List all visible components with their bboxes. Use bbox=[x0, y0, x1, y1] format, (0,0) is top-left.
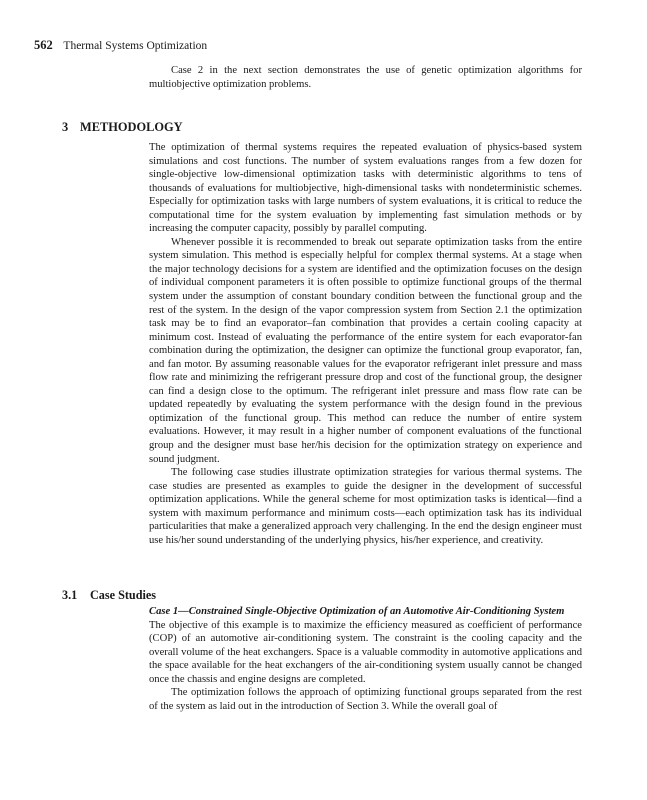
paragraph: The optimization follows the approach of optimizing functional groups separated from the rest of the system as laid out in the introduction of Section 3. While the overall goal of bbox=[149, 687, 582, 712]
subsection-number: 3.1 bbox=[62, 588, 78, 602]
intro-paragraph: Case 2 in the next section demonstrates the use of genetic optimization algorithms for multiobjective optimization problems. bbox=[149, 65, 582, 90]
page-number: 562 bbox=[34, 38, 53, 52]
paragraph: Whenever possible it is recommended to break out separate optimization tasks from the entire system simulation. This method is especially helpful for complex thermal systems. At a stage when the major technology decisions for a system are identified and the optimization focuses on the design of individual component parameters it is often possible to optimize functional groups of the thermal system under the assumption of constant boundary condition between the functional group and the rest of the system. In the design of the vapor compression system from Section 2.1 the optimization task may be to find an evaporator–fan combination that provides a certain cooling capacity at minimum cost. Instead of evaluating the performance of the entire system for each evaporator-fan combination during the optimization, the designer can optimize the functional group evaporator, fan, and fan motor. By assuming reasonable values for the evaporator refrigerant inlet pressure and mass flow rate and minimizing the refrigerant pressure drop and cost of the functional group, the designer can find a design close to the optimum. The refrigerant inlet pressure and mass flow rate can be updated repeatedly by evaluating the system performance with the design found in the previous optimization of the functional group. This method can reduce the number of entire system evaluations. However, it may result in a higher number of component evaluations of the functional group and the designer must base her/his decision for the optimization strategy on experience and sound judgment. bbox=[149, 236, 582, 465]
running-header bbox=[34, 38, 207, 53]
intro-text bbox=[149, 64, 582, 91]
subsection-body bbox=[149, 605, 582, 713]
paragraph: The following case studies illustrate optimization strategies for various thermal systems. The case studies are presented as examples to guide the designer in the development of successful optimization applications. While the general scheme for most optimization tasks is identical—find a system with maximum performance and minimum costs—each optimization task has its individual particularities that make a generalized approach very challenging. In the end the design engineer must use his/her sound understanding of the underlying physics, his/her experience, and creativity. bbox=[149, 467, 582, 546]
section-title: METHODOLOGY bbox=[80, 120, 183, 134]
section-heading bbox=[62, 120, 183, 135]
running-title: Thermal Systems Optimization bbox=[63, 40, 208, 52]
case-title: Case 1—Constrained Single-Objective Optimization of an Automotive Air-Conditioning System bbox=[149, 606, 565, 617]
paragraph: The objective of this example is to maximize the efficiency measured as coefficient of performance (COP) of an automotive air-conditioning system. The constraint is the cooling capacity and the overall volume of the heat exchangers. Space is a valuable commodity in automotive applications and the space available for the heat exchangers of the air-conditioning system usually cannot be changed once the chassis and engine designs are completed. bbox=[149, 619, 582, 685]
subsection-heading bbox=[62, 588, 156, 603]
subsection-title: Case Studies bbox=[90, 588, 157, 602]
section-body bbox=[149, 141, 582, 547]
section-number: 3 bbox=[62, 120, 69, 134]
paragraph: The optimization of thermal systems requires the repeated evaluation of physics-based system simulations and cost functions. The number of system evaluations ranges from a few dozen for single-objective low-dimensional optimization tasks with deterministic algorithms to tens of thousands of evaluations for multiobjective, high-dimensional tasks with nondeterministic schemes. Especially for optimization tasks with large numbers of system evaluations, it is critical to reduce the computational time for the system evaluation by implementing fast simulation methods or by increasing the computer capacity, possibly by parallel computing. bbox=[149, 142, 582, 235]
